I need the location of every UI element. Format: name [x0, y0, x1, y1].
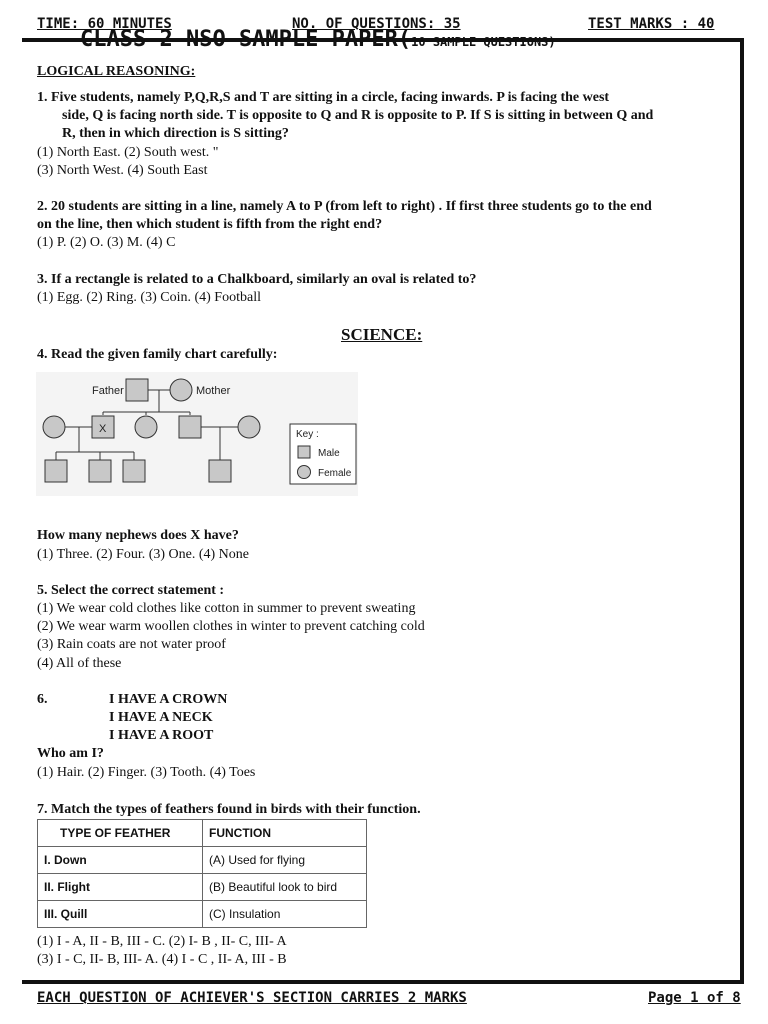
x-child-2-square [89, 460, 111, 482]
q6-clue-2: I HAVE A NECK [109, 710, 213, 725]
row-2-type: II. Flight [38, 874, 203, 901]
questions-count: NO. OF QUESTIONS: 35 [292, 16, 461, 32]
q2-options: (1) P. (2) O. (3) M. (4) C [37, 235, 176, 250]
q5-option-2: (2) We wear warm woollen clothes in winter to prevent catching cold [37, 619, 425, 634]
feather-table [37, 819, 367, 928]
row-1-function: (A) Used for flying [203, 847, 367, 874]
row-2-function: (B) Beautiful look to bird [203, 874, 367, 901]
page-title [80, 27, 556, 52]
x-label: X [99, 423, 107, 435]
x-child-3-square [123, 460, 145, 482]
test-marks: TEST MARKS : 40 [588, 16, 715, 32]
q1-line3: R, then in which direction is S sitting? [62, 126, 289, 141]
row-3-function: (C) Insulation [203, 901, 367, 928]
family-chart [36, 372, 366, 500]
table-row [38, 874, 367, 901]
nephew-square [209, 460, 231, 482]
row-1-type: I. Down [38, 847, 203, 874]
q5-option-4: (4) All of these [37, 656, 122, 671]
q5-option-1: (1) We wear cold clothes like cotton in summer to prevent sweating [37, 601, 416, 616]
q3-options: (1) Egg. (2) Ring. (3) Coin. (4) Football [37, 290, 261, 305]
q1-line1: 1. Five students, namely P,Q,R,S and T are sitting in a circle, facing inwards. P is facing the west [37, 90, 610, 105]
q3-line1: 3. If a rectangle is related to a Chalkboard, similarly an oval is related to? [37, 272, 477, 287]
q6-question: Who am I? [37, 746, 104, 761]
q1-options-a: (1) North East. (2) South west. " [37, 145, 219, 160]
time-label: TIME: 60 MINUTES [37, 16, 172, 32]
footer-note: EACH QUESTION OF ACHIEVER'S SECTION CARRIES 2 MARKS [37, 990, 467, 1006]
header-type: TYPE OF FEATHER [38, 820, 203, 847]
sibling-male-square [179, 416, 201, 438]
mother-label: Mother [196, 385, 231, 397]
q1-options-b: (3) North West. (4) South East [37, 163, 208, 178]
header-function: FUNCTION [203, 820, 367, 847]
table-row [38, 847, 367, 874]
q7-line1: 7. Match the types of feathers found in birds with their function. [37, 802, 421, 817]
q4-question: How many nephews does X have? [37, 528, 239, 543]
q5-line1: 5. Select the correct statement : [37, 583, 225, 598]
q6-options: (1) Hair. (2) Finger. (3) Tooth. (4) Toes [37, 765, 256, 780]
q6-clue-1: I HAVE A CROWN [109, 692, 228, 707]
table-row [38, 901, 367, 928]
key-title: Key : [296, 429, 319, 440]
father-square [126, 379, 148, 401]
key-female-label: Female [318, 468, 352, 479]
q4-options: (1) Three. (2) Four. (3) One. (4) None [37, 547, 250, 562]
key-male-square [298, 446, 310, 458]
father-label: Father [92, 385, 124, 397]
wife-of-x-circle [43, 416, 65, 438]
q4-line1: 4. Read the given family chart carefully: [37, 347, 278, 362]
key-male-label: Male [318, 448, 340, 459]
q6-clue-3: I HAVE A ROOT [109, 728, 214, 743]
sibling-wife-circle [238, 416, 260, 438]
q1-line2: side, Q is facing north side. T is opposite to Q and R is opposite to P. If S is sitting in between Q and [62, 108, 654, 123]
title-main: CLASS 2 NSO SAMPLE PAPER( [80, 27, 412, 52]
page-number: Page 1 of 8 [648, 990, 741, 1006]
q6-number: 6. [37, 692, 48, 707]
mother-circle [170, 379, 192, 401]
q2-line2: on the line, then which student is fifth from the right end? [37, 217, 383, 232]
x-child-1-square [45, 460, 67, 482]
sibling-female-circle [135, 416, 157, 438]
q7-options-a: (1) I - A, II - B, III - C. (2) I- B , II- C, III- A [37, 934, 287, 949]
q7-options-b: (3) I - C, II- B, III- A. (4) I - C , II- A, III - B [37, 952, 287, 967]
title-sub: 10 SAMPLE QUESTIONS) [411, 35, 556, 49]
section-science: SCIENCE: [341, 325, 423, 344]
q5-option-3: (3) Rain coats are not water proof [37, 637, 226, 652]
row-3-type: III. Quill [38, 901, 203, 928]
feather-table-header [38, 820, 367, 847]
key-female-circle [298, 466, 311, 479]
q2-line1: 2. 20 students are sitting in a line, namely A to P (from left to right) . If first three students go to the end [37, 199, 652, 214]
section-logical-reasoning: LOGICAL REASONING: [37, 64, 196, 79]
